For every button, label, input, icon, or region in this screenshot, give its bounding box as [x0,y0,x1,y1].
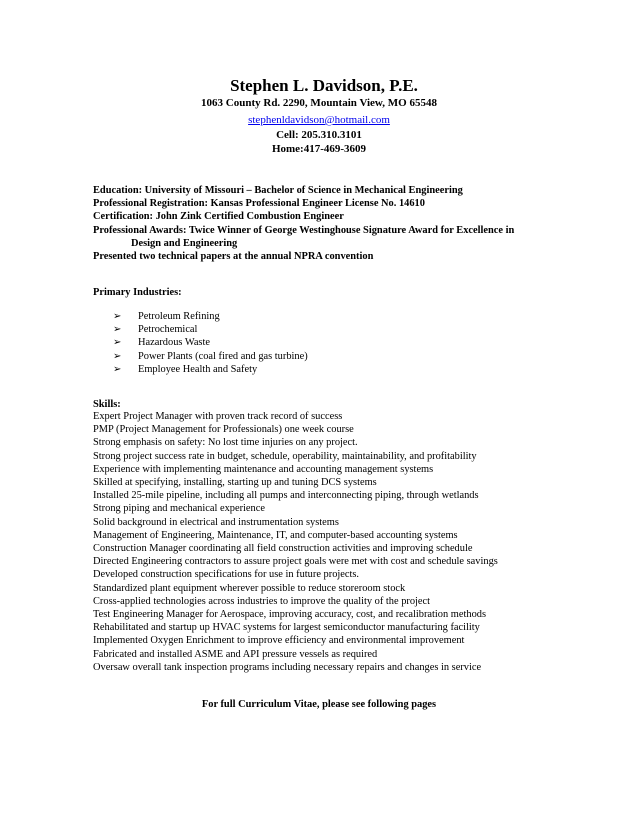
list-item: ➢ Petrochemical [113,324,198,336]
skills-heading: Skills: [93,399,121,410]
skills-list [93,410,623,674]
skill-item: Directed Engineering contractors to assure project goals were met with cost and schedule savings [93,556,498,568]
registration-line: Professional Registration: Kansas Professional Engineer License No. 14610 [93,198,425,210]
list-item: ➢ Employee Health and Safety [113,363,258,375]
list-item: ➢ Petroleum Refining [113,311,220,322]
skill-item: Expert Project Manager with proven track record of success [93,411,343,422]
education-section [93,184,623,263]
awards-line-continued: Design and Engineering [131,237,238,249]
email-link[interactable]: stephenldavidson@hotmail.com [248,114,390,126]
skill-item: PMP (Project Management for Professionals) one week course [93,424,354,436]
skill-item: Developed construction specifications for use in future projects. [93,569,360,581]
industries-list [113,310,308,376]
skill-item: Rehabilitated and startup up HVAC systems for largest semiconductor manufacturing facility [93,622,480,634]
footer-text: For full Curriculum Vitae, please see following pages [201,699,437,710]
skill-item: Implemented Oxygen Enrichment to improve efficiency and environmental improvement [93,635,465,647]
arrowhead-bullet-icon: ➢ [113,311,122,322]
awards-line: Professional Awards: Twice Winner of George Westinghouse Signature Award for Excellence in [93,224,515,236]
skill-item: Skilled at specifying, installing, starting up and tuning DCS systems [93,477,377,489]
skill-item: Management of Engineering, Maintenance, IT, and computer-based accounting systems [93,529,458,541]
skill-item: Strong piping and mechanical experience [93,503,265,515]
skill-item: Experience with implementing maintenance and accounting management systems [93,463,434,475]
arrowhead-bullet-icon: ➢ [113,363,122,375]
papers-line: Presented two technical papers at the annual NPRA convention [93,251,374,263]
home-phone: Home:417-469-3609 [271,143,367,155]
skill-item: Construction Manager coordinating all field construction activities and improving schedule [93,543,473,555]
footer-note [0,698,638,711]
skill-item: Standardized plant equipment wherever possible to reduce storeroom stock [93,582,406,594]
resume-header [0,76,638,156]
skill-item: Solid background in electrical and instrumentation systems [93,516,339,528]
candidate-name: Stephen L. Davidson, P.E. [230,76,418,95]
skill-item: Oversaw overall tank inspection programs including necessary repairs and changes in service [93,661,482,673]
skill-item: Test Engineering Manager for Aerospace, improving accuracy, cost, and recalibration methods [93,609,487,621]
list-item: ➢ Hazardous Waste [113,337,210,349]
certification-line: Certification: John Zink Certified Combustion Engineer [93,211,344,223]
cell-phone: Cell: 205.310.3101 [276,129,362,141]
skill-item: Strong project success rate in budget, schedule, operability, maintainability, and profitability [93,450,477,462]
industries-heading: Primary Industries: [93,287,182,298]
arrowhead-bullet-icon: ➢ [113,337,122,349]
skill-item: Strong emphasis on safety: No lost time injuries on any project. [93,437,358,449]
education-line: Education: University of Missouri – Bachelor of Science in Mechanical Engineering [93,185,463,196]
skill-item: Fabricated and installed ASME and API pressure vessels as required [93,648,378,660]
skill-item: Installed 25-mile pipeline, including all pumps and interconnecting piping, through wetlands [93,490,479,502]
arrowhead-bullet-icon: ➢ [113,324,122,336]
skill-item: Cross-applied technologies across industries to improve the quality of the project [93,595,431,607]
arrowhead-bullet-icon: ➢ [113,350,122,362]
list-item: ➢ Power Plants (coal fired and gas turbine) [113,350,308,362]
address-line: 1063 County Rd. 2290, Mountain View, MO 65548 [201,97,437,109]
